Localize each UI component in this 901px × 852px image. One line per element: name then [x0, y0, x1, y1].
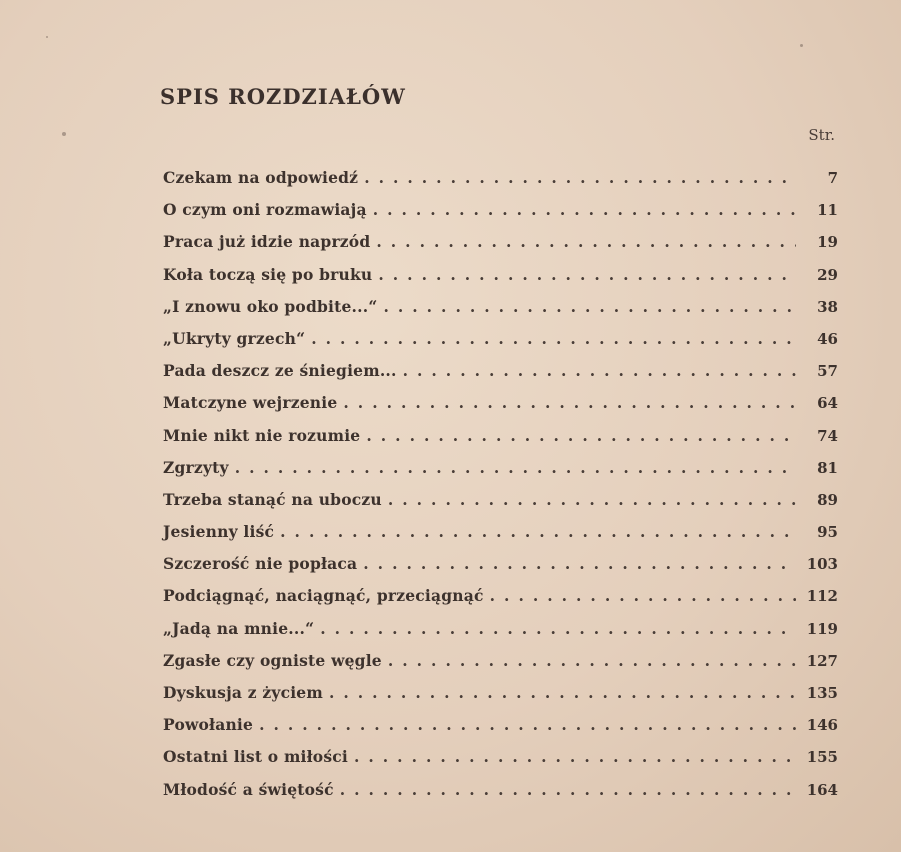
- toc-dot-leader: [383, 297, 796, 316]
- paper-speck: [46, 36, 48, 38]
- toc-entry-page: 19: [817, 233, 838, 252]
- toc-dot-leader: [363, 554, 796, 573]
- toc-entry-title: O czym oni rozmawiają: [163, 200, 367, 220]
- toc-entry-page: 127: [806, 651, 838, 670]
- toc-entry-page: 155: [806, 748, 838, 767]
- toc-entry-page: 57: [817, 362, 838, 381]
- toc-entry: [163, 554, 838, 586]
- toc-entry-page: 95: [817, 523, 838, 542]
- toc-entry: [163, 715, 838, 747]
- toc-entry: [163, 232, 838, 264]
- toc-entry-title: „Ukryty grzech“: [163, 328, 306, 348]
- toc-dot-leader: [378, 265, 796, 284]
- page-column-label: Str.: [808, 126, 835, 144]
- toc-dot-leader: [329, 683, 796, 702]
- toc-entry: [163, 200, 838, 232]
- toc-entry-title: Młodość a świętość: [163, 779, 334, 799]
- table-of-contents: [163, 168, 838, 812]
- toc-entry-page: 64: [817, 394, 838, 413]
- toc-entry-page: 164: [806, 780, 838, 799]
- toc-entry-title: Podciągnąć, naciągnąć, przeciągnąć: [163, 586, 484, 606]
- toc-dot-leader: [403, 361, 796, 380]
- toc-entry-title: Koła toczą się po bruku: [163, 264, 373, 284]
- toc-dot-leader: [376, 232, 796, 251]
- paper-speck: [62, 132, 66, 136]
- toc-entry: [163, 458, 838, 490]
- toc-entry: [163, 780, 838, 812]
- toc-entry-title: „I znowu oko podbite...“: [163, 296, 378, 316]
- toc-entry-title: Powołanie: [163, 715, 254, 735]
- toc-entry: [163, 522, 838, 554]
- toc-entry-title: Czekam na odpowiedź: [163, 168, 359, 187]
- toc-entry-title: Praca już idzie naprzód: [163, 232, 371, 252]
- toc-entry: [163, 619, 838, 651]
- toc-entry-title: Matczyne wejrzenie: [163, 393, 338, 413]
- toc-dot-leader: [320, 619, 796, 638]
- toc-entry-title: Zgrzyty: [163, 457, 229, 477]
- toc-entry: [163, 490, 838, 522]
- toc-entry: [163, 586, 838, 618]
- toc-entry: [163, 426, 838, 458]
- toc-entry-page: 81: [817, 458, 838, 477]
- toc-entry-page: 38: [817, 297, 838, 316]
- toc-entry-page: 119: [806, 619, 838, 638]
- toc-entry-title: Zgasłe czy ogniste węgle: [163, 650, 382, 670]
- page-title: SPIS ROZDZIAŁÓW: [160, 84, 406, 109]
- toc-dot-leader: [364, 168, 796, 187]
- toc-entry-title: Ostatni list o miłości: [163, 747, 348, 767]
- toc-entry: [163, 651, 838, 683]
- toc-dot-leader: [311, 329, 796, 348]
- toc-entry-page: 11: [817, 201, 838, 220]
- toc-entry: [163, 393, 838, 425]
- toc-entry-page: 112: [806, 587, 838, 606]
- toc-entry-title: „Jadą na mnie...“: [163, 618, 315, 638]
- toc-entry-page: 89: [817, 490, 838, 509]
- toc-entry-title: Trzeba stanąć na uboczu: [163, 489, 382, 509]
- toc-entry-page: 7: [827, 169, 838, 187]
- toc-entry-title: Szczerość nie popłaca: [163, 554, 358, 574]
- toc-dot-leader: [354, 747, 796, 766]
- toc-entry: [163, 329, 838, 361]
- toc-dot-leader: [490, 586, 796, 605]
- toc-entry-page: 103: [806, 555, 838, 574]
- toc-entry-title: Pada deszcz ze śniegiem...: [163, 361, 397, 381]
- toc-entry: [163, 361, 838, 393]
- toc-dot-leader: [235, 458, 796, 477]
- toc-entry-page: 146: [806, 716, 838, 735]
- toc-entry: [163, 168, 838, 200]
- toc-entry-title: Jesienny liść: [163, 522, 275, 542]
- toc-entry: [163, 683, 838, 715]
- toc-entry-page: 29: [817, 265, 838, 284]
- toc-dot-leader: [280, 522, 796, 541]
- toc-entry-title: Dyskusja z życiem: [163, 683, 323, 702]
- toc-entry: [163, 265, 838, 297]
- toc-entry-page: 46: [817, 329, 838, 348]
- toc-entry: [163, 747, 838, 779]
- toc-dot-leader: [373, 200, 796, 219]
- toc-dot-leader: [343, 393, 796, 412]
- toc-entry-page: 135: [806, 684, 838, 702]
- toc-dot-leader: [366, 426, 796, 445]
- paper-speck: [800, 44, 803, 47]
- toc-entry-title: Mnie nikt nie rozumie: [163, 425, 361, 445]
- toc-dot-leader: [388, 490, 796, 509]
- toc-entry: [163, 297, 838, 329]
- toc-entry-page: 74: [817, 426, 838, 445]
- toc-dot-leader: [388, 651, 796, 670]
- toc-dot-leader: [259, 715, 796, 734]
- toc-dot-leader: [340, 780, 796, 799]
